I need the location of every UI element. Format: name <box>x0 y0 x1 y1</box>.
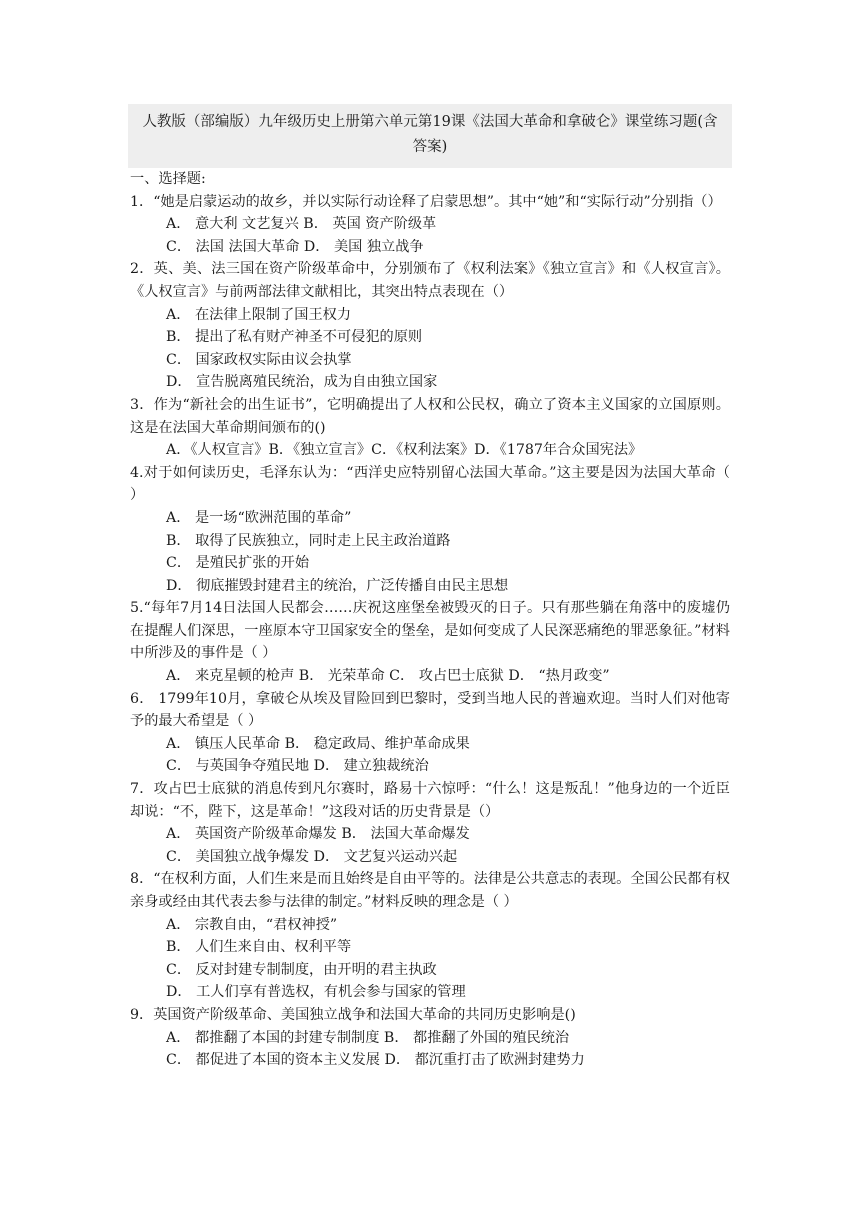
question-1-stem: 1．“她是启蒙运动的故乡，并以实际行动诠释了启蒙思想”。其中“她”和“实际行动”分别指（） <box>130 193 722 210</box>
section-heading: 一、选择题: <box>130 171 206 187</box>
question-2-stem: 2．英、美、法三国在资产阶级革命中，分别颁布了《权利法案》《独立宣言》和《人权宣言》。《人权宣言》与前两部法律文献相比，其突出特点表现在（） <box>130 261 730 300</box>
question-8-stem: 8．“在权利方面，人们生来是而且始终是自由平等的。法律是公共意志的表现。全国公民都有权亲身或经由其代表去参与法律的制定。”材料反映的理念是（ ） <box>130 871 730 910</box>
question-2-option: B． 提出了私有财产神圣不可侵犯的原则 <box>166 329 423 346</box>
question-9-option: C． 都促进了本国的资本主义发展 D． 都沉重打击了欧洲封建势力 <box>166 1052 585 1069</box>
question-7-option: C． 美国独立战争爆发 D． 文艺复兴运动兴起 <box>166 848 458 865</box>
question-8-option: B． 人们生来自由、权利平等 <box>166 939 352 956</box>
question-4-option: C． 是殖民扩张的开始 <box>166 555 310 572</box>
question-2-option: C． 国家政权实际由议会执掌 <box>166 351 352 368</box>
question-1-option: A． 意大利 文艺复兴 B． 英国 资产阶级革 <box>166 216 437 233</box>
question-8-option: C． 反对封建专制制度，由开明的君主执政 <box>166 961 437 978</box>
question-2-option: D． 宣告脱离殖民统治，成为自由独立国家 <box>166 374 438 391</box>
question-5-stem: 5.“每年7月14日法国人民都会……庆祝这座堡垒被毁灭的日子。只有那些躺在角落中的废墟仍在提醒人们深思，一座原本守卫国家安全的堡垒，是如何变成了人民深恶痛绝的罪恶象征。”材料中所涉及的事件是（ ） <box>130 600 730 662</box>
question-6-option: C． 与英国争夺殖民地 D． 建立独裁统治 <box>166 758 429 775</box>
question-list <box>130 168 730 1072</box>
question-9-option: A． 都推翻了本国的封建专制制度 B． 都推翻了外国的殖民统治 <box>166 1029 570 1046</box>
question-7-option: A． 英国资产阶级革命爆发 B． 法国大革命爆发 <box>166 826 470 843</box>
title-line-2: 答案) <box>412 139 448 155</box>
question-4-option: B． 取得了民族独立，同时走上民主政治道路 <box>166 532 451 549</box>
question-2-option: A． 在法律上限制了国王权力 <box>166 306 352 323</box>
question-4-option: D． 彻底摧毁封建君主的统治，广泛传播自由民主思想 <box>166 577 509 594</box>
question-5-option: A． 来克星顿的枪声 B． 光荣革命 C． 攻占巴士底狱 D． “热月政变” <box>166 668 610 685</box>
question-3-stem: 3．作为“新社会的出生证书”，它明确提出了人权和公民权，确立了资本主义国家的立国原则。这是在法国大革命期间颁布的() <box>130 396 730 436</box>
question-6-option: A． 镇压人民革命 B． 稳定政局、维护革命成果 <box>166 735 470 752</box>
question-4-option: A． 是一场“欧洲范围的革命” <box>166 509 352 526</box>
question-8-option: A． 宗教自由，“君权神授” <box>166 916 338 933</box>
question-8-option: D． 工人们享有普选权，有机会参与国家的管理 <box>166 984 466 1001</box>
question-7-stem: 7．攻占巴士底狱的消息传到凡尔赛时，路易十六惊呼：“什么！这是叛乱！”他身边的一个近臣却说：“不，陛下，这是革命！”这段对话的历史背景是（） <box>130 781 730 820</box>
question-3-option: A．《人权宣言》B．《独立宣言》C．《权利法案》D．《1787年合众国宪法》 <box>166 442 643 459</box>
document-title <box>128 110 732 160</box>
question-6-stem: 6． 1799年10月，拿破仑从埃及冒险回到巴黎时，受到当地人民的普遍欢迎。当时人们对他寄予的最大希望是（ ） <box>130 690 730 730</box>
question-1-option: C． 法国 法国大革命 D． 美国 独立战争 <box>166 238 424 255</box>
title-line-1: 人教版（部编版）九年级历史上册第六单元第19课《法国大革命和拿破仑》课堂练习题(含 <box>142 114 718 130</box>
question-4-stem: 4.对于如何读历史，毛泽东认为：“西洋史应特别留心法国大革命。”这主要是因为法国大革命（ ） <box>130 464 730 504</box>
question-9-stem: 9．英国资产阶级革命、美国独立战争和法国大革命的共同历史影响是() <box>130 1006 576 1023</box>
